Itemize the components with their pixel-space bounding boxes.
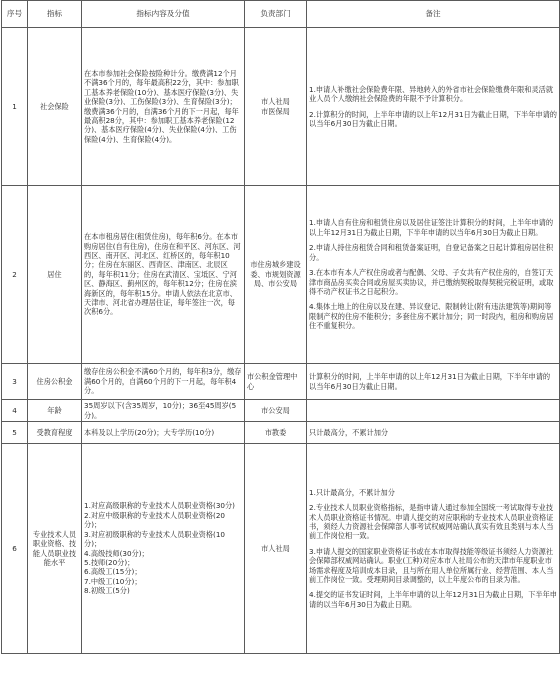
row-indicator: 社会保险 [28,28,82,186]
table-row [2,400,560,422]
table-row [2,422,560,444]
row-dept: 市公安局 [245,400,307,422]
row-no: 6 [2,444,28,654]
row-dept: 市人社局 市医保局 [245,28,307,186]
table-header-row [2,1,560,28]
row-remarks [307,28,560,186]
row-content: 缴存住房公积金不满60个月的，每年积3分，缴存满60个月的，自满60个月的下一月起，每年积4分。 [82,364,245,400]
row-remarks [307,186,560,364]
row-indicator: 住房公积金 [28,364,82,400]
header-dept: 负责部门 [245,1,307,28]
row-remarks [307,422,560,444]
row-indicator: 居住 [28,186,82,364]
row-no: 5 [2,422,28,444]
remark-text: 4.集体土地上的住房以及在建、异议登记、限制转让(附有违法建筑等)期间等限制产权的住房不能积分；多套住房不累计加分；同一时段内，租房和购房居住不重复积分。 [309,302,554,331]
remark-text: 1.申请人自有住房和租赁住房以及居住证签注计算积分的时间，上半年申请的以上年12月31日为截止日期，下半年申请的以当年6月30日为截止日期。 [309,218,554,237]
table-row [2,444,560,654]
header-content: 指标内容及分值 [82,1,245,28]
table-row [2,364,560,400]
row-indicator: 受教育程度 [28,422,82,444]
row-indicator: 年龄 [28,400,82,422]
row-no: 3 [2,364,28,400]
row-dept: 市公积金管理中心 [245,364,307,400]
header-indicator: 指标 [28,1,82,28]
remark-text: 3.申请人提交的国家职业资格证书或在本市取得技能等级证书须经人力资源社会保障部权威网站确认。职业(工种)对应本市人社局公布的天津市年度职业市场需求程度及培训成本目录，且与所在用人单位所属行业、经营范围、本人当前工作岗位一致。受理期间目录调整的，以上年度公布的目录为准。 [309,546,554,585]
table-row [2,28,560,186]
row-dept: 市人社局 [245,444,307,654]
remark-text: 2.申请人持住房租赁合同和租赁备案证明，自登记备案之日起计算租房居住积分。 [309,243,554,262]
remark-text: 只计最高分，不累计加分 [309,427,389,437]
remark-text: 3.在本市有本人产权住房或者与配偶、父母、子女共有产权住房的，自签订天津市商品房买卖合同或房屋买卖协议，并已缴纳契税取得契税完税证明，或取得不动产权证书之日起积分。 [309,268,554,296]
points-table [1,0,560,654]
header-remarks: 备注 [307,1,560,28]
row-indicator: 专业技术人员职业资格、技能人员职业技能水平 [28,444,82,654]
table-row [2,186,560,364]
row-remarks [307,444,560,654]
row-no: 4 [2,400,28,422]
row-no: 1 [2,28,28,186]
row-dept: 市住房城乡建设委、市规划资源局、市公安局 [245,186,307,364]
header-no: 序号 [2,1,28,28]
row-dept: 市教委 [245,422,307,444]
remark-text: 1.只计最高分，不累计加分 [309,487,395,497]
remark-text: 计算积分的时间，上半年申请的以上年12月31日为截止日期，下半年申请的以当年6月30日为截止日期。 [309,372,551,391]
row-content: 本科及以上学历(20分)；大专学历(10分) [82,422,245,444]
row-content: 35周岁以下(含35周岁，10分)；36至45周岁(5分)。 [82,400,245,422]
remark-text: 2.专业技术人员职业资格指标，是指申请人通过参加全国统一考试取得专业技术人员职业资格证书情况。申请人提交的对应职称的专业技术人员职业资格证书，须经人力资源社会保障部人事考试权威网站确认真实有效且类别与本人当前工作岗位相一致。 [309,503,554,541]
row-no: 2 [2,186,28,364]
row-content: 在本市租房居住(租赁住房)，每年积6分。在本市购房居住(自有住房)，住房在和平区、河东区、河西区、南开区、河北区、红桥区的，每年积10分；住房在东丽区、西青区、津南区、北辰区的，每年积11分；住房在武清区、宝坻区、宁河区、静海区、蓟州区的，每年积12分；住房在滨海新区的，每年积15分。申请人依法在北京市、天津市、河北省办理居住证，每年签注一次，每次积6分。 [82,186,245,364]
row-content: 在本市参加社会保险按险种计分。缴费满12个月不满36个月的，每年最高积22分，其中：参加职工基本养老保险(10分)、基本医疗保险(3分)、失业保险(3分)、工伤保险(3分)、生育保险(3分)；缴费满36个月的，自满36个月的下一月起，每年最高积28分，其中：参加职工基本养老保险(12分)、基本医疗保险(4分)、失业保险(4分)、工伤保险(4分)、生育保险(4分)。 [82,28,245,186]
row-remarks [307,400,560,422]
row-remarks [307,364,560,400]
remark-text: 2.计算积分的时间，上半年申请的以上年12月31日为截止日期，下半年申请的以当年6月30日为截止日期。 [309,109,557,128]
remark-text: 1.申请人补缴社会保险费年限、异地转入的外省市社会保险缴费年限和灵活就业人员个人缴纳社会保险费的年限不予计算积分。 [309,84,554,104]
row-content: 1.对应高级职称的专业技术人员职业资格(30分) 2.对应中级职称的专业技术人员职业资格(20分)； 3.对应初级职称的专业技术人员职业资格(10分)； 4.高级技师(30分)； 5.技师(20分)； 6.高级工(15分)； 7.中级工(10分)； 8.初级工(5分) [82,444,245,654]
remark-text: 4.提交的证书发证时间，上半年申请的以上年12月31日为截止日期，下半年申请的以当年6月30日为截止日期。 [309,590,557,609]
